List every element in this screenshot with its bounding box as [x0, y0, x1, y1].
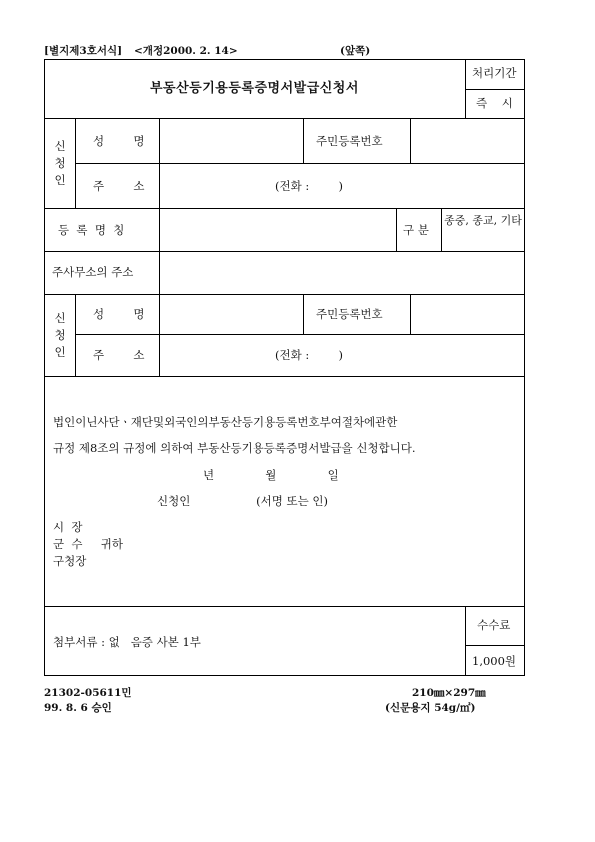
col-line-a-name: [303, 118, 304, 163]
row-line-b2: [44, 376, 525, 377]
applicant2-rrn-field[interactable]: [411, 295, 524, 333]
row-line-period: [465, 89, 525, 90]
applicant2-group-label: [52, 310, 68, 361]
applicant1-rrn-label: 주민등록번호: [316, 134, 383, 148]
applicant2-name-label: 성 명: [93, 307, 145, 321]
col-line-a-group: [75, 118, 76, 208]
form-title: 부동산등기용등록증명서발급신청서: [150, 81, 359, 96]
col-line-b-name: [303, 294, 304, 334]
row-line-body: [44, 606, 525, 607]
form-number: [별지제3호서식]: [44, 45, 123, 57]
registration-name-label: 등 록 명 칭: [58, 223, 125, 237]
approval-date: 99. 8. 6 승인: [44, 702, 112, 714]
category-label: 구 분: [403, 223, 429, 237]
col-line-b-group: [75, 294, 76, 376]
applicant2-rrn-label: 주민등록번호: [316, 307, 383, 321]
registration-name-field[interactable]: [160, 209, 395, 250]
col-line-reg-name: [396, 208, 397, 251]
row-line-fee: [465, 645, 525, 646]
applicant1-rrn-field[interactable]: [411, 119, 524, 162]
applicant1-group-label: [52, 138, 68, 189]
applicant2-name-field[interactable]: [160, 295, 302, 333]
applicant-signature-line: 신청인 (서명 또는 인): [157, 494, 328, 508]
category-options: 종중, 종교, 기타: [444, 214, 522, 227]
paper-type: (신문용지 54g/㎡): [385, 702, 476, 714]
processing-period-value: 즉 시: [476, 96, 513, 110]
applicant1-name-label: 성 명: [93, 134, 145, 148]
fee-value: 1,000원: [472, 654, 517, 668]
recipient-district-head: 구청장: [53, 554, 87, 568]
applicant1-group-text: 신청인: [54, 139, 66, 187]
attachments-note: 첨부서류 : 없 음증 사본 1부: [53, 635, 201, 649]
processing-period-label: 처리기간: [472, 66, 517, 80]
fee-label: 수수료: [477, 618, 511, 632]
revision-date: <개정2000. 2. 14>: [134, 45, 238, 57]
applicant1-name-field[interactable]: [160, 119, 302, 162]
recipient-mayor: 시 장: [53, 520, 83, 534]
col-line-reg-cat: [441, 208, 442, 251]
body-line-1: 법인이닌사단ㆍ재단및외국인의부동산등기용등록번호부여절차에관한: [53, 415, 398, 429]
office-address-label: 주사무소의 주소: [52, 265, 134, 279]
applicant2-phone-label: (전화 : ): [275, 348, 343, 362]
date-line: 년 월 일: [203, 468, 339, 482]
applicant2-address-label: 주 소: [93, 348, 145, 362]
applicant1-address-label: 주 소: [93, 179, 145, 193]
applicant1-phone-label: (전화 : ): [275, 179, 343, 193]
applicant2-group-text: 신청인: [54, 311, 66, 359]
col-line-fee: [465, 606, 466, 676]
paper-size: 210㎜×297㎜: [412, 687, 486, 699]
page-side: (앞쪽): [340, 45, 371, 57]
form-code: 21302-05611민: [44, 687, 132, 699]
recipient-county-head: 군 수 귀하: [53, 537, 124, 551]
body-line-2: 규정 제8조의 규정에 의하여 부동산등기용등록증명서발급을 신청합니다.: [53, 441, 416, 455]
office-address-field[interactable]: [160, 252, 524, 293]
col-line-period: [465, 59, 466, 118]
